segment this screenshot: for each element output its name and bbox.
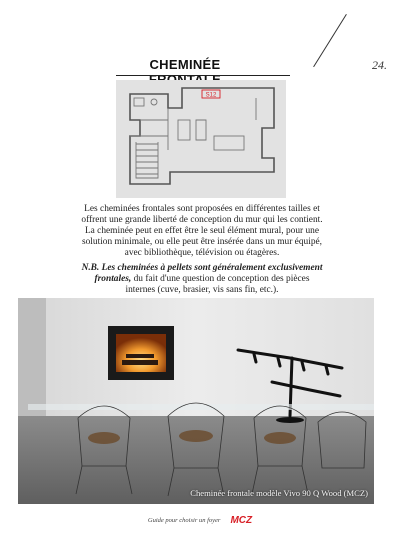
floor-plan-drawing [116, 80, 286, 198]
body-paragraph: Les cheminées frontales sont proposées en différentes tailles et offrent une grande liberté de conception du mur qui les contient. La cheminée peut en effet être le seul élément mural, pour une solution minimale, ou elle peut être insérée dans un mur équipé, avec bibliothèque, télévision ou étagères. [81, 204, 323, 258]
title-rule [116, 75, 290, 76]
photo [18, 298, 374, 504]
nb-rest: du fait d'une question de conception des pièces internes (cuve, brasier, vis sans fin, etc.). [125, 274, 310, 295]
footer-guide-text: Guide pour choisir un foyer [147, 516, 221, 524]
floor-plan [116, 80, 286, 198]
corner-slash [313, 14, 347, 67]
nb-paragraph [80, 263, 324, 296]
fireplace-marker [202, 90, 220, 99]
nb-emphasis: N.B. Les cheminées à pellets sont généralement exclusivement frontales, [81, 263, 323, 284]
fireplace-marker-label: S12 [205, 92, 217, 99]
photo-caption: Cheminée frontale modèle Vivo 90 Q Wood (MCZ) [190, 488, 368, 498]
page-number: 24. [372, 58, 387, 72]
fireplace-photo-drawing [18, 298, 374, 504]
footer [0, 511, 400, 529]
page-title: CHEMINÉE [149, 57, 221, 72]
brand-logo: MCZ [230, 514, 253, 526]
